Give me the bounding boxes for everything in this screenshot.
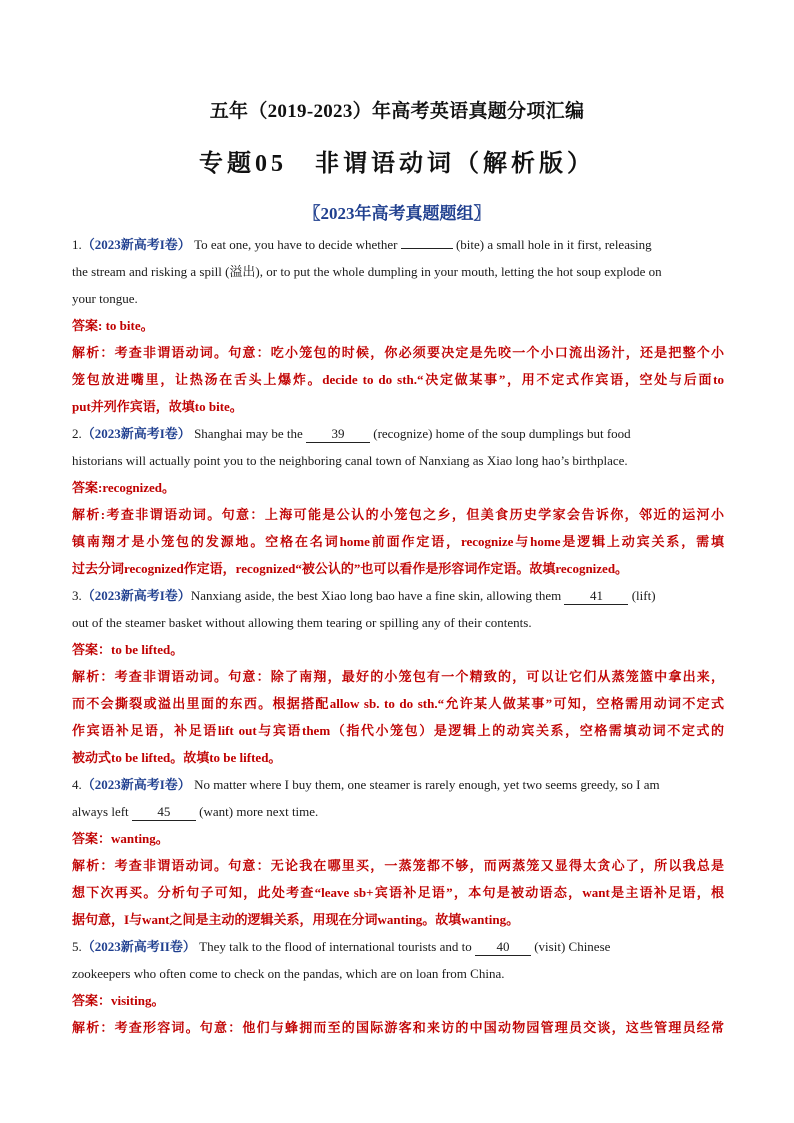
- question-source: （2023新高考I卷）: [81, 588, 191, 603]
- question-2-answer: 答案:recognized。: [72, 480, 176, 495]
- questions-body: [72, 231, 724, 1041]
- question-3-analysis-1: 解析：考查非谓语动词。句意：除了南翔，最好的小笼包有一个精致的，可以让它们从蒸笼篮中拿出来，: [72, 669, 724, 684]
- question-4-line-1: 4.（2023新高考I卷） No matter where I buy them, one steamer is rarely enough, yet two seems greedy, so I am: [72, 777, 660, 792]
- question-4-analysis-3: 据句意，I与want之间是主动的逻辑关系，用现在分词wanting。故填wanting。: [72, 912, 520, 927]
- question-1-analysis-2: 笼包放进嘴里，让热汤在舌头上爆炸。decide to do sth.“决定做某事”，用不定式作宾语，空处与后面to: [72, 372, 724, 387]
- question-1-line-2: the stream and risking a spill (溢出), or to put the whole dumpling in your mouth, letting the hot soup explode on: [72, 264, 662, 279]
- question-source: （2023新高考I卷）: [81, 426, 191, 441]
- question-1-answer: 答案: to bite。: [72, 318, 154, 333]
- answer-blank: 45: [132, 803, 196, 821]
- question-5-line-2: zookeepers who often come to check on the pandas, which are on loan from China.: [72, 966, 505, 981]
- document-subtitle: 专题05 非谓语动词（解析版）: [199, 151, 595, 177]
- question-5-answer: 答案：visiting。: [72, 993, 165, 1008]
- answer-blank: 41: [564, 587, 628, 605]
- question-1-line-3: your tongue.: [72, 291, 138, 306]
- answer-blank: 40: [475, 938, 531, 956]
- question-2-analysis-3: 过去分词recognized作定语，recognized“被公认的”也可以看作是形容词作定语。故填recognized。: [72, 561, 629, 576]
- question-4-answer: 答案：wanting。: [72, 831, 169, 846]
- question-5-line-1: 5.（2023新高考II卷） They talk to the flood of international tourists and to 40 (visit) Chinese: [72, 939, 611, 954]
- question-3-answer: 答案：to be lifted。: [72, 642, 184, 657]
- answer-blank: 39: [306, 425, 370, 443]
- question-2-line-2: historians will actually point you to the neighboring canal town of Nanxiang as Xiao long hao’s birthplace.: [72, 453, 628, 468]
- answer-blank: [401, 231, 453, 249]
- question-5-analysis-1: 解析：考查形容词。句意：他们与蜂拥而至的国际游客和来访的中国动物园管理员交谈，这些管理员经常: [72, 1020, 724, 1035]
- document-title: 五年（2019-2023）年高考英语真题分项汇编: [209, 101, 585, 122]
- question-3-line-2: out of the steamer basket without allowing them tearing or spilling any of their contents.: [72, 615, 532, 630]
- question-3-line-1: 3.（2023新高考I卷）Nanxiang aside, the best Xiao long bao have a fine skin, allowing them 41 (lift): [72, 588, 656, 603]
- question-2-line-1: 2.（2023新高考I卷） Shanghai may be the 39 (recognize) home of the soup dumplings but food: [72, 426, 631, 441]
- question-source: （2023新高考I卷）: [81, 237, 191, 252]
- question-1-analysis-1: 解析：考查非谓语动词。句意：吃小笼包的时候，你必须要决定是先咬一个小口流出汤汁，还是把整个小: [72, 345, 724, 360]
- question-2-analysis-2: 镇南翔才是小笼包的发源地。空格在名词home前面作定语，recognize与home是逻辑上动宾关系，需填: [72, 534, 724, 549]
- question-1-analysis-3: put并列作宾语，故填to bite。: [72, 399, 243, 414]
- question-3-analysis-4: 被动式to be lifted。故填to be lifted。: [72, 750, 282, 765]
- question-source: （2023新高考II卷）: [81, 939, 196, 954]
- question-4-analysis-1: 解析：考查非谓语动词。句意：无论我在哪里买，一蒸笼都不够，而两蒸笼又显得太贪心了，所以我总是: [72, 858, 724, 873]
- question-2-analysis-1: 解析:考查非谓语动词。句意：上海可能是公认的小笼包之乡，但美食历史学家会告诉你，邻近的运河小: [72, 507, 724, 522]
- question-3-analysis-2: 而不会撕裂或溢出里面的东西。根据搭配allow sb. to do sth.“允许某人做某事”可知，空格需用动词不定式: [72, 696, 724, 711]
- question-1-line-1: 1.（2023新高考I卷） To eat one, you have to decide whether (bite) a small hole in it first, releasing: [72, 231, 724, 258]
- question-3-analysis-3: 作宾语补足语，补足语lift out与宾语them（指代小笼包）是逻辑上的动宾关系，空格需填动词不定式的: [72, 723, 724, 738]
- question-4-analysis-2: 想下次再买。分析句子可知，此处考查“leave sb+宾语补足语”，本句是被动语态，want是主语补足语，根: [72, 885, 724, 900]
- question-source: （2023新高考I卷）: [81, 777, 191, 792]
- section-heading: 〖2023年高考真题题组〗: [303, 204, 491, 223]
- question-4-line-2: always left 45 (want) more next time.: [72, 804, 319, 819]
